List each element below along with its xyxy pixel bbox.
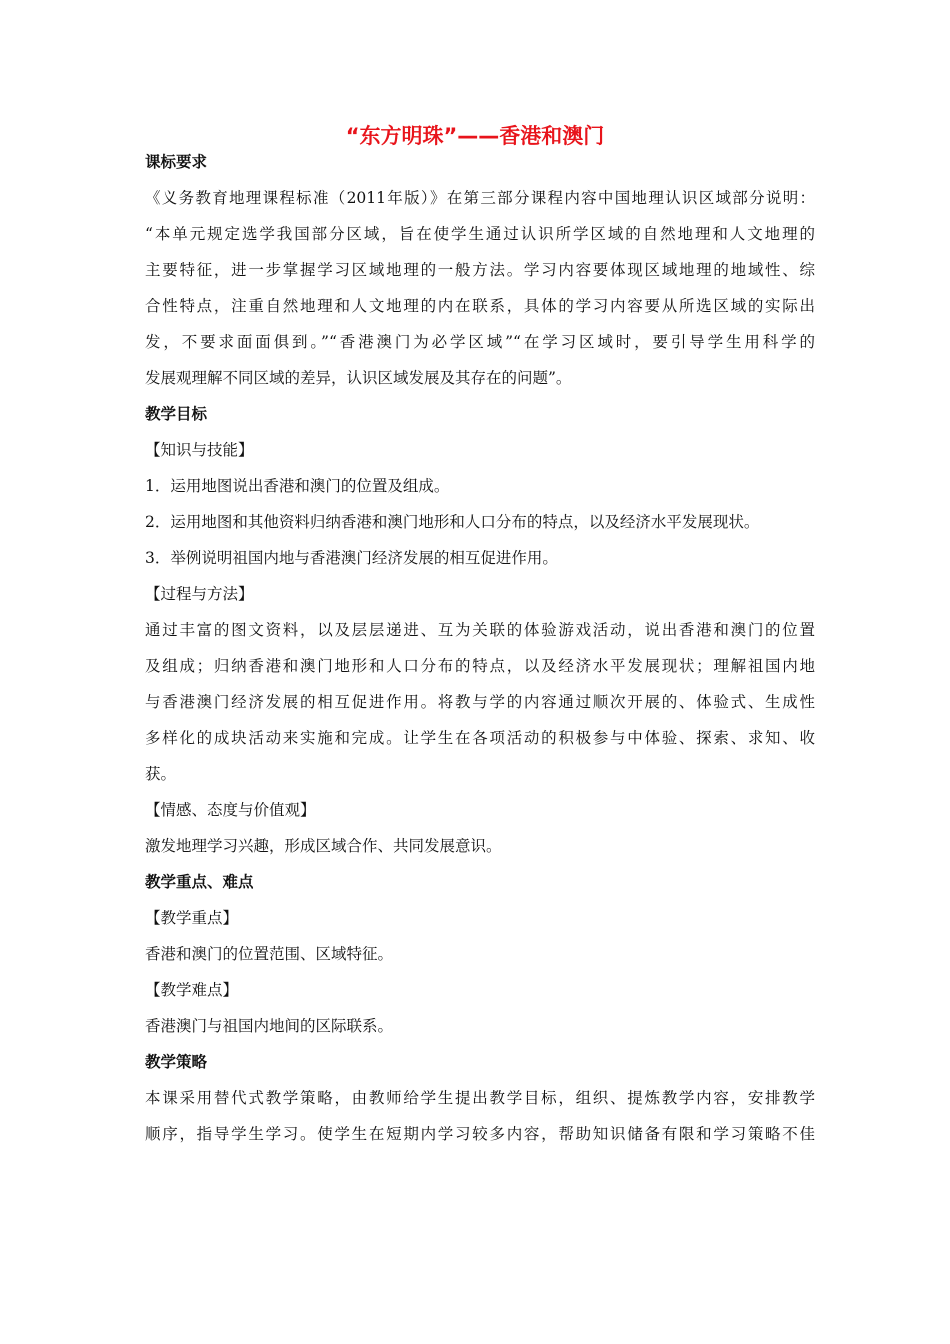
paragraph-line: “本单元规定选学我国部分区域，旨在使学生通过认识所学区域的自然地理和人文地理的: [145, 225, 815, 243]
paragraph-line: 通过丰富的图文资料，以及层层递进、互为关联的体验游戏活动，说出香港和澳门的位置: [145, 621, 815, 639]
paragraph-line: 激发地理学习兴趣，形成区域合作、共同发展意识。: [145, 837, 502, 855]
paragraph-line: 及组成；归纳香港和澳门地形和人口分布的特点，以及经济水平发展现状；理解祖国内地: [145, 657, 815, 675]
subheading-difficult-point: 【教学难点】: [145, 981, 239, 999]
document-body: [145, 148, 815, 1156]
list-item: 1．运用地图说出香港和澳门的位置及组成。: [145, 477, 450, 495]
paragraph-line: 发，不要求面面俱到。”“香港澳门为必学区域”“在学习区域时，要引导学生用科学的: [145, 333, 815, 351]
subheading-key-point: 【教学重点】: [145, 909, 239, 927]
subheading-knowledge-skills: 【知识与技能】: [145, 441, 254, 459]
paragraph-line: 主要特征，进一步掌握学习区域地理的一般方法。学习内容要体现区域地理的地域性、综: [145, 261, 815, 279]
section-heading-strategy: 教学策略: [145, 1053, 208, 1071]
paragraph-line: 本课采用替代式教学策略，由教师给学生提出教学目标，组织、提炼教学内容，安排教学: [145, 1089, 815, 1107]
section-heading-objectives: 教学目标: [145, 405, 208, 423]
section-heading-key-points: 教学重点、难点: [145, 873, 254, 891]
paragraph-line: 获。: [145, 765, 177, 783]
paragraph-line: 香港澳门与祖国内地间的区际联系。: [145, 1017, 394, 1035]
section-heading-curriculum: 课标要求: [145, 153, 208, 171]
subheading-process-method: 【过程与方法】: [145, 585, 254, 603]
paragraph-line: 多样化的成块活动来实施和完成。让学生在各项活动的积极参与中体验、探索、求知、收: [145, 729, 815, 747]
paragraph-line: 《义务教育地理课程标准（2011年版）》在第三部分课程内容中国地理认识区域部分说明：: [145, 189, 815, 207]
paragraph-line: 与香港澳门经济发展的相互促进作用。将教与学的内容通过顺次开展的、体验式、生成性: [145, 693, 815, 711]
paragraph-line: 发展观理解不同区域的差异，认识区域发展及其存在的问题”。: [145, 369, 572, 387]
list-item: 2．运用地图和其他资料归纳香港和澳门地形和人口分布的特点，以及经济水平发展现状。: [145, 513, 760, 531]
paragraph-line: 顺序，指导学生学习。使学生在短期内学习较多内容，帮助知识储备有限和学习策略不佳: [145, 1125, 815, 1143]
paragraph-line: 香港和澳门的位置范围、区域特征。: [145, 945, 394, 963]
paragraph-line: 合性特点，注重自然地理和人文地理的内在联系，具体的学习内容要从所选区域的实际出: [145, 297, 815, 315]
subheading-emotion-values: 【情感、态度与价值观】: [145, 801, 316, 819]
list-item: 3．举例说明祖国内地与香港澳门经济发展的相互促进作用。: [145, 549, 558, 567]
document-title: “东方明珠”——香港和澳门: [345, 124, 605, 148]
